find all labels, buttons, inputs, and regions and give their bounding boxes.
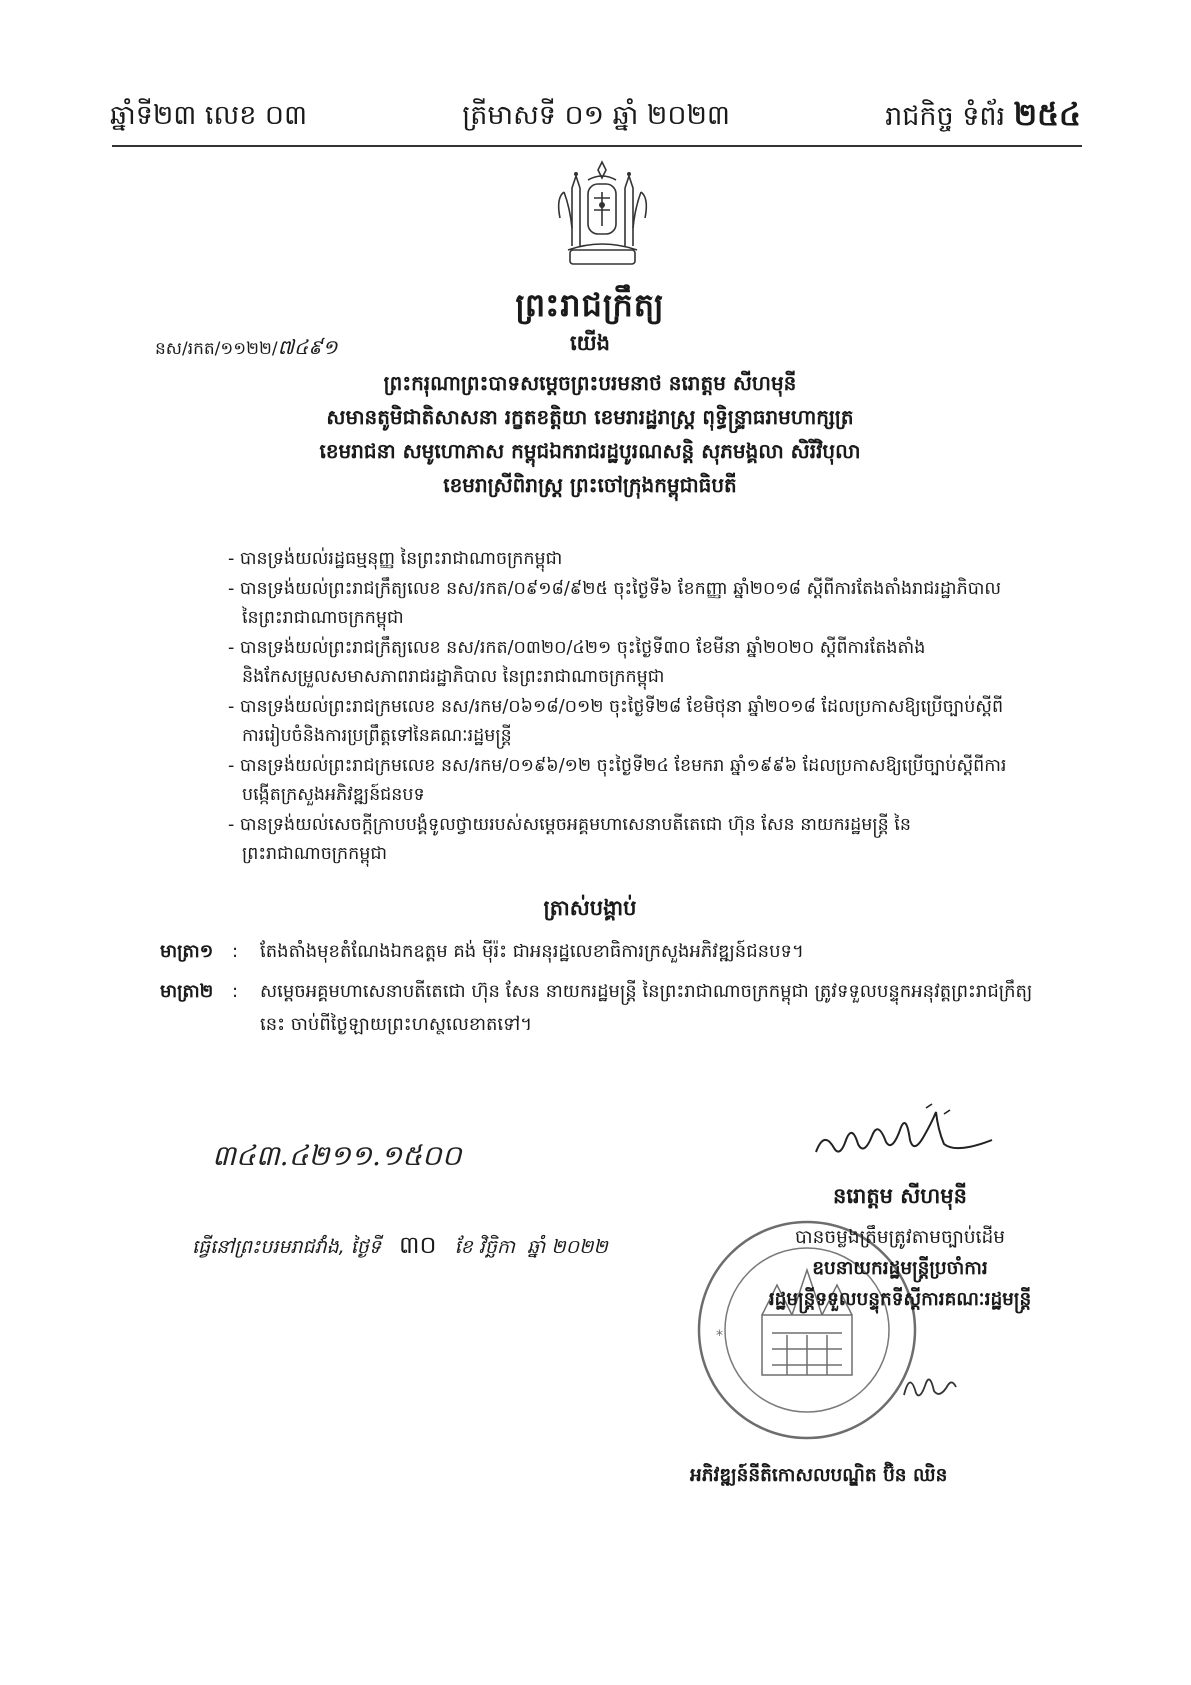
visa-item: - បានទ្រង់យល់ព្រះរាជក្រមលេខ នស/រកម/០៦១៨/០១២ ចុះថ្ងៃទី២៨ ខែមិថុនា ឆ្នាំ២០១៨ ដែលប្រកាសឱ្យប្រើច្បាប់ស្ដីពីការរៀបចំនិងការប្រព្រឹត្តទៅនៃគណៈរដ្ឋមន្ត្រី [228, 696, 1004, 746]
article-text: តែងតាំងមុខតំណែងឯកឧត្តម គង់ ម៉ីរ៉ះ ជាអនុរដ្ឋលេខាធិការក្រសួងអភិវឌ្ឍន៍ជនបទ។ [260, 941, 804, 962]
signatory-name: នរោត្តម សីហមុនី [833, 1184, 967, 1208]
header-page [885, 96, 1081, 141]
article-colon: : [232, 941, 239, 962]
king-title-line: ព្រះករុណាព្រះបាទសម្ដេចព្រះបរមនាថ នរោត្តម សីហមុនី [383, 371, 797, 395]
article-2 [160, 975, 1040, 1041]
king-signature-icon [806, 1100, 996, 1170]
king-title-line: ខេមរាជនា សមូហោភាស កម្ពុជឯករាជរដ្ឋបូរណសន្តិ សុភមង្គលា សិរីវិបុលា [319, 439, 861, 463]
header-rule [112, 145, 1082, 147]
article-text: សម្ដេចអគ្គមហាសេនាបតីតេជោ ហ៊ុន សែន នាយករដ្ឋមន្ត្រី នៃព្រះរាជាណាចក្រកម្ពុជា ត្រូវទទួលបន្ទុកអនុវត្តព្រះរាជក្រឹត្យនេះ ចាប់ពីថ្ងៃឡាយព្រះហស្ថលេខាតទៅ។ [260, 981, 1033, 1035]
visa-list [228, 545, 1008, 870]
king-title-line: ខេមរាស្រីពិរាស្ត្រ ព្រះចៅក្រុងកម្ពុជាធិបតី [443, 473, 737, 497]
decree-we: យើង [570, 331, 610, 355]
date-year: ឆ្នាំ ២០២២ [527, 1236, 608, 1258]
article-1 [160, 935, 1040, 968]
header-year-issue: ឆ្នាំទី២៣ លេខ ០៣ [110, 99, 308, 131]
visa-item: - បានទ្រង់យល់រដ្ឋធម្មនុញ្ញ នៃព្រះរាជាណាចក្រកម្ពុជា [228, 549, 563, 569]
date-month: ខែ វិច្ឆិកា [454, 1236, 515, 1258]
certifier-signature-icon [900, 1365, 960, 1405]
handwritten-number: ៣៤៣.៤២១១.១៥០០ [212, 1139, 462, 1172]
date-day: ៣០ [399, 1231, 437, 1259]
svg-text:*: * [716, 1328, 723, 1344]
royal-emblem-icon [550, 158, 655, 273]
visa-item: - បានទ្រង់យល់ព្រះរាជក្រឹត្យលេខ នស/រកត/០៣២០/៤២១ ចុះថ្ងៃទី៣០ ខែមីនា ឆ្នាំ២០២០ ស្ដីពីការតែងតាំង និងកែសម្រួលសមាសភាពរាជរដ្ឋាភិបាល នៃព្រះរាជាណាចក្រកម្ពុជា [228, 637, 926, 687]
article-label: មាត្រា២ [160, 981, 214, 1002]
certifier-name: អភិវឌ្ឍន៍នីតិកោសលបណ្ឌិត ប៊ិន ឈិន [690, 1465, 948, 1486]
ref-number-printed: នស/រកត/១១២២/ [155, 339, 278, 359]
visa-item: - បានទ្រង់យល់ព្រះរាជក្រឹត្យលេខ នស/រកត/០៩១៨/៩២៥ ចុះថ្ងៃទី៦ ខែកញ្ញា ឆ្នាំ២០១៨ ស្ដីពីការតែងតាំងរាជរដ្ឋាភិបាល នៃព្រះរាជាណាចក្រកម្ពុជា [228, 578, 1002, 628]
king-titles [150, 366, 1030, 502]
header-page-number: ២៥៤ [1013, 96, 1081, 133]
decides-heading: ត្រាស់បង្គាប់ [543, 896, 637, 920]
header-page-label: រាជកិច្ច ទំព័រ [885, 100, 1006, 132]
certification-line: រដ្ឋមន្ត្រីទទួលបន្ទុកទីស្ដីការគណៈរដ្ឋមន្ត្រី [768, 1289, 1032, 1310]
king-title-line: សមានតូមិជាតិសាសនា រក្ខតខត្តិយា ខេមរារដ្ឋរាស្ត្រ ពុទ្ធិន្ទ្រាធរាមហាក្សត្រ [326, 405, 854, 429]
visa-item: - បានទ្រង់យល់ព្រះរាជក្រមលេខ នស/រកម/០១៩៦/១២ ចុះថ្ងៃទី២៤ ខែមករា ឆ្នាំ១៩៩៦ ដែលប្រកាសឱ្យប្រើច្បាប់ស្ដីពីការបង្កើតក្រសួងអភិវឌ្ឍន៍ជនបទ [228, 755, 1007, 805]
gazette-header [110, 96, 1081, 140]
visa-item: - បានទ្រង់យល់សេចក្ដីក្រាបបង្គំទូលថ្វាយរបស់សម្ដេចអគ្គមហាសេនាបតីតេជោ ហ៊ុន សែន នាយករដ្ឋមន្ត្រី នៃព្រះរាជាណាចក្រកម្ពុជា [228, 814, 911, 864]
place-date [192, 1230, 608, 1265]
header-date: ត្រីមាសទី ០១ ឆ្នាំ ២០២៣ [462, 99, 730, 131]
article-label: មាត្រា១ [160, 941, 214, 962]
certification-line: ឧបនាយករដ្ឋមន្ត្រីប្រចាំការ [812, 1258, 988, 1279]
decree-title: ព្រះរាជក្រឹត្យ [515, 286, 665, 324]
ref-number-handwritten: ៧៤៩១ [277, 335, 338, 359]
article-colon: : [232, 981, 239, 1002]
certification-line: បានចម្លងត្រឹមត្រូវតាមច្បាប់ដើម [794, 1227, 1006, 1248]
place-date-prefix: ធ្វើនៅព្រះបរមរាជវាំង, ថ្ងៃទី [192, 1236, 381, 1258]
